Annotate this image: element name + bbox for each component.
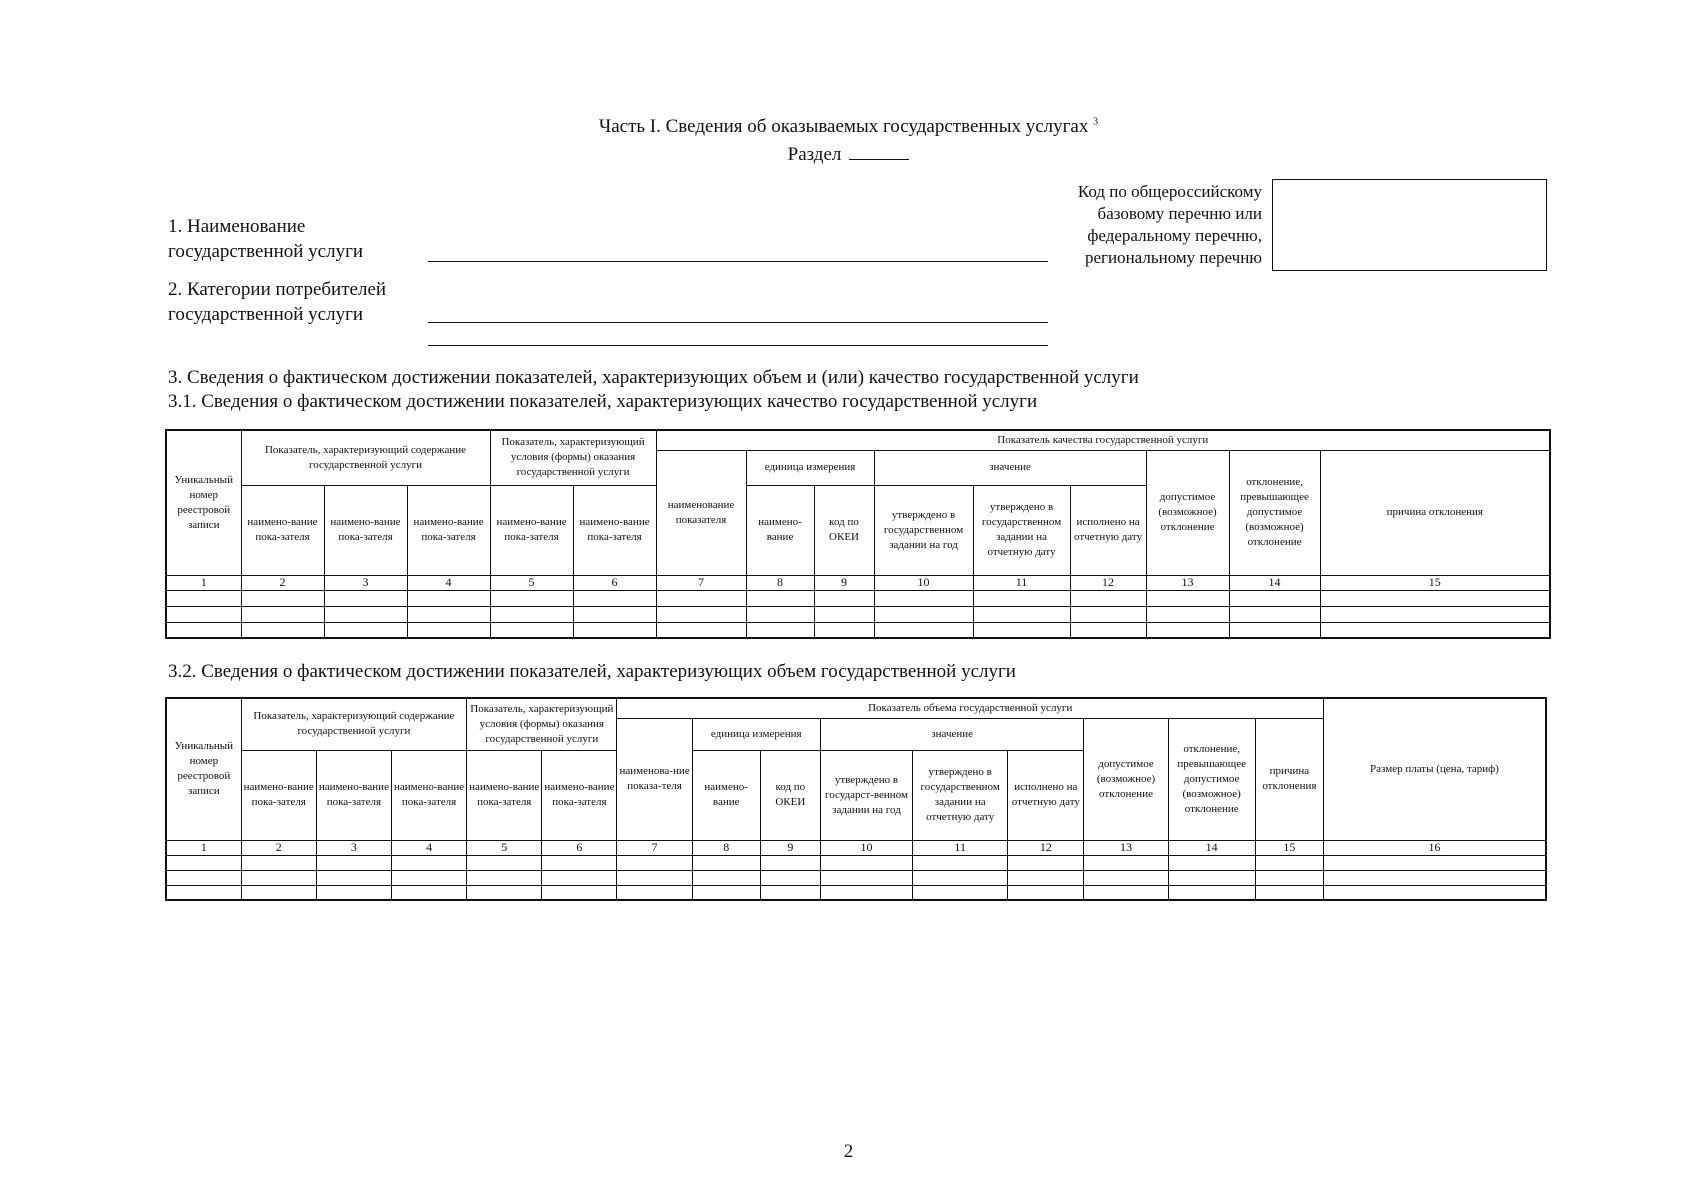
table-row[interactable] <box>166 606 1550 622</box>
col-approved-date: утверждено в государственном задании на отчетную дату <box>973 485 1070 575</box>
col-exceeding-deviation: отклонение, превышающее допустимое (возможное) отклонение <box>1168 718 1255 840</box>
col-approved-year: утверждено в государственном задании на год <box>874 485 973 575</box>
col-deviation-reason: причина отклонения <box>1320 450 1550 575</box>
part-title-text: Часть I. Сведения об оказываемых государственных услугах <box>598 116 1089 137</box>
col-approved-year: утверждено в государст-венном задании на год <box>820 750 912 840</box>
section-number-blank[interactable] <box>849 145 909 160</box>
consumers-label-line: государственной услуги <box>168 304 364 325</box>
service-name-label-line: государственной услуги <box>168 241 364 262</box>
code-label-line: Код по общероссийскому <box>1077 182 1262 201</box>
col-allowed-deviation: допустимое (возможное) отклонение <box>1084 718 1168 840</box>
col-number: 4 <box>407 575 490 590</box>
consumers-field-line-1[interactable] <box>428 322 1048 323</box>
col-unit-name: наимено-вание <box>692 750 760 840</box>
col-number: 5 <box>467 840 542 855</box>
col-indicator-name: наименова-ние показа-теля <box>617 718 692 840</box>
col-number: 3 <box>316 840 391 855</box>
col-approved-date: утверждено в государственном задании на отчетную дату <box>913 750 1008 840</box>
col-number: 5 <box>490 575 573 590</box>
heading-3: 3. Сведения о фактическом достижении показателей, характеризующих объем и (или) качество государственной услуги <box>168 367 1139 388</box>
col-number: 7 <box>617 840 692 855</box>
col-unit-okei: код по ОКЕИ <box>814 485 874 575</box>
col-done: исполнено на отчетную дату <box>1070 485 1146 575</box>
section-line <box>0 144 1697 166</box>
col-number: 8 <box>692 840 760 855</box>
col-sub-indicator: наимено-вание пока-зателя <box>391 750 466 840</box>
column-number-row <box>166 840 1546 855</box>
page-number: 2 <box>843 1141 854 1162</box>
col-quality-group: Показатель качества государственной услуги <box>656 430 1550 450</box>
col-unique-header: Уникальный номер реестровой записи <box>166 430 241 575</box>
consumers-label-line: 2. Категории потребителей <box>168 279 387 300</box>
col-number: 3 <box>324 575 407 590</box>
col-number: 10 <box>820 840 912 855</box>
table-row[interactable] <box>166 870 1546 885</box>
col-number: 7 <box>656 575 746 590</box>
col-number: 10 <box>874 575 973 590</box>
section-label: Раздел <box>787 144 842 165</box>
col-conditions-group: Показатель, характеризующий условия (формы) оказания государственной услуги <box>467 698 617 750</box>
table-row[interactable] <box>166 855 1546 870</box>
code-label-line: базовому перечню или <box>1097 204 1262 223</box>
col-exceeding-deviation: отклонение, превышающее допустимое (возможное) отклонение <box>1229 450 1320 575</box>
col-sub-indicator: наимено-вание пока-зателя <box>241 485 324 575</box>
col-unit-group: единица измерения <box>746 450 874 485</box>
volume-table <box>165 697 1547 901</box>
service-name-label <box>168 214 363 264</box>
col-sub-indicator: наимено-вание пока-зателя <box>324 485 407 575</box>
heading-3-2: 3.2. Сведения о фактическом достижении показателей, характеризующих объем государственной услуги <box>168 661 1016 682</box>
col-sub-indicator: наимено-вание пока-зателя <box>407 485 490 575</box>
col-sub-indicator: наимено-вание пока-зателя <box>316 750 391 840</box>
col-number: 15 <box>1320 575 1550 590</box>
col-sub-indicator: наимено-вание пока-зателя <box>490 485 573 575</box>
col-value-group: значение <box>820 718 1084 750</box>
service-name-label-line: 1. Наименование <box>168 216 306 237</box>
col-number: 2 <box>241 840 316 855</box>
col-number: 11 <box>913 840 1008 855</box>
col-number: 9 <box>814 575 874 590</box>
col-number: 12 <box>1008 840 1084 855</box>
col-indicator-name: наименование показателя <box>656 450 746 575</box>
table-row[interactable] <box>166 590 1550 606</box>
table-row[interactable] <box>166 622 1550 638</box>
col-number: 11 <box>973 575 1070 590</box>
col-unit-name: наимено-вание <box>746 485 814 575</box>
consumers-label <box>168 277 386 327</box>
col-number: 6 <box>542 840 617 855</box>
col-number: 8 <box>746 575 814 590</box>
col-deviation-reason: причина отклонения <box>1255 718 1323 840</box>
col-sub-indicator: наимено-вание пока-зателя <box>573 485 656 575</box>
col-sub-indicator: наимено-вание пока-зателя <box>542 750 617 840</box>
col-content-group: Показатель, характеризующий содержание государственной услуги <box>241 698 467 750</box>
col-sub-indicator: наимено-вание пока-зателя <box>467 750 542 840</box>
column-number-row <box>166 575 1550 590</box>
col-unit-okei: код по ОКЕИ <box>760 750 820 840</box>
col-allowed-deviation: допустимое (возможное) отклонение <box>1146 450 1229 575</box>
heading-3-1: 3.1. Сведения о фактическом достижении показателей, характеризующих качество государственной услуги <box>168 391 1038 412</box>
col-sub-indicator: наимено-вание пока-зателя <box>241 750 316 840</box>
quality-table <box>165 429 1551 639</box>
col-number: 1 <box>166 575 241 590</box>
code-label-line: федеральному перечню, <box>1087 226 1262 245</box>
consumers-field-line-2[interactable] <box>428 345 1048 346</box>
part-title <box>0 116 1697 138</box>
col-number: 6 <box>573 575 656 590</box>
col-number: 16 <box>1324 840 1547 855</box>
table-row[interactable] <box>166 885 1546 900</box>
col-number: 14 <box>1229 575 1320 590</box>
col-unit-group: единица измерения <box>692 718 820 750</box>
service-name-field[interactable] <box>428 261 1048 262</box>
code-label-line: региональному перечню <box>1084 248 1262 267</box>
col-number: 13 <box>1146 575 1229 590</box>
col-number: 12 <box>1070 575 1146 590</box>
col-number: 15 <box>1255 840 1323 855</box>
code-input-box[interactable] <box>1272 179 1547 271</box>
col-volume-group: Показатель объема государственной услуги <box>617 698 1324 718</box>
col-fee: Размер платы (цена, тариф) <box>1324 698 1547 840</box>
col-content-group: Показатель, характеризующий содержание государственной услуги <box>241 430 490 485</box>
col-value-group: значение <box>874 450 1146 485</box>
col-conditions-group: Показатель, характеризующий условия (формы) оказания государственной услуги <box>490 430 656 485</box>
col-number: 4 <box>391 840 466 855</box>
col-number: 13 <box>1084 840 1168 855</box>
col-unique-header: Уникальный номер реестровой записи <box>166 698 241 840</box>
code-label <box>1030 181 1262 269</box>
footnote-mark: 3 <box>1093 116 1099 128</box>
col-number: 1 <box>166 840 241 855</box>
col-number: 9 <box>760 840 820 855</box>
col-number: 14 <box>1168 840 1255 855</box>
col-number: 2 <box>241 575 324 590</box>
col-done: исполнено на отчетную дату <box>1008 750 1084 840</box>
